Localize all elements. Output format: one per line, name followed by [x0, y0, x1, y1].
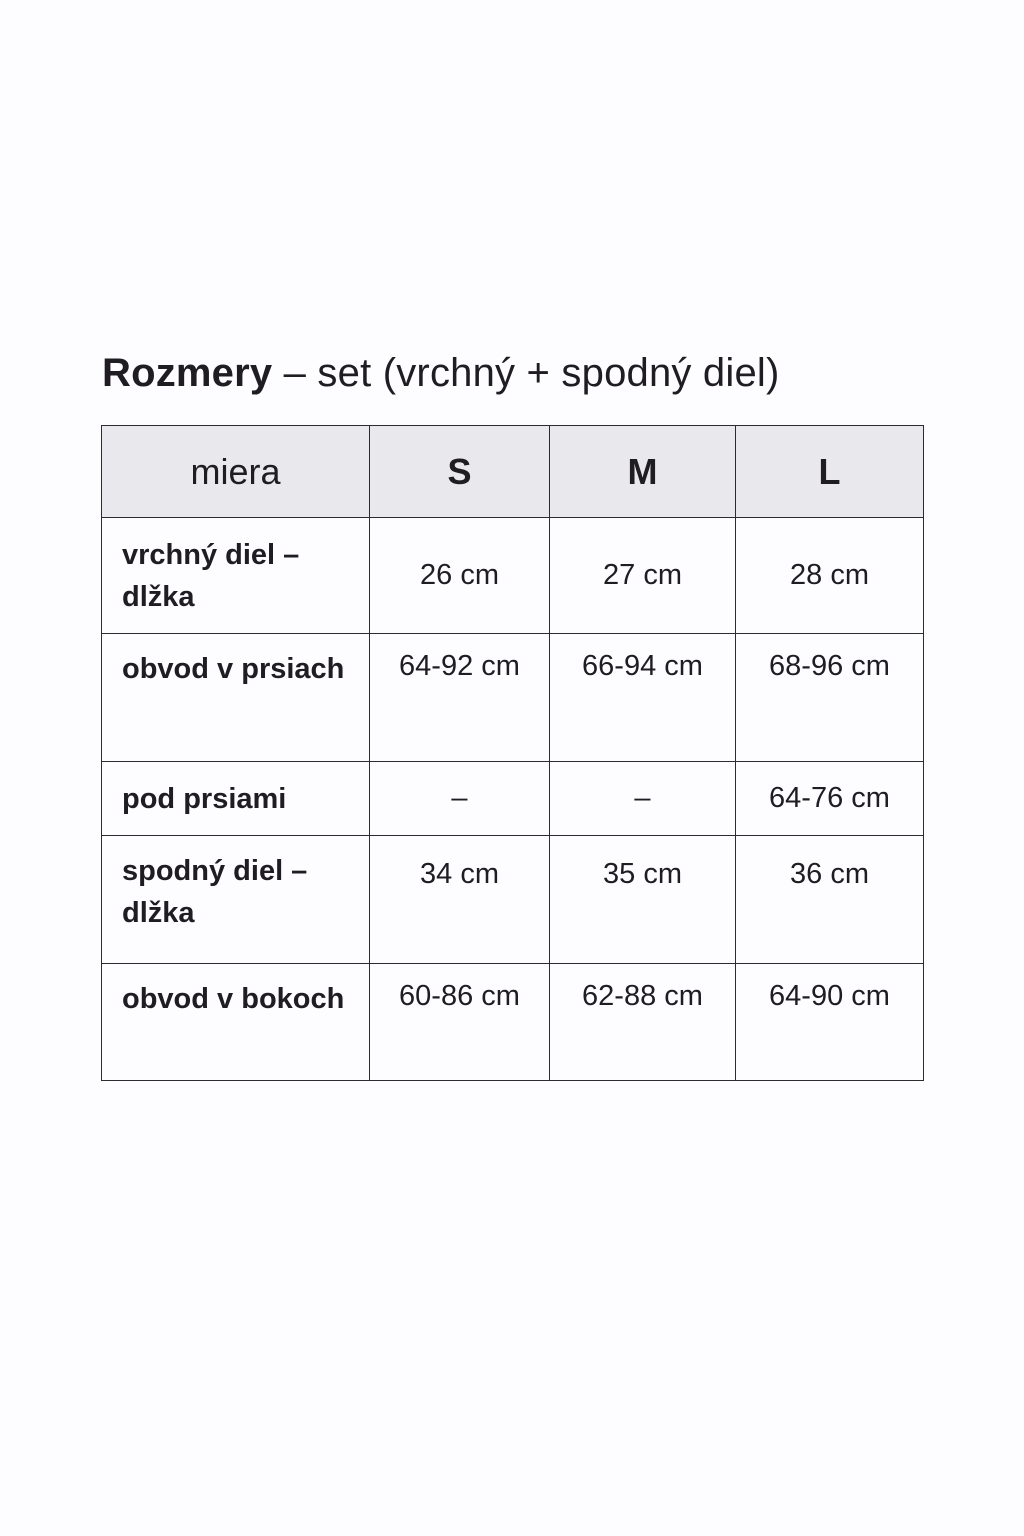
table-header-row [102, 426, 924, 518]
cell-l: 28 cm [736, 518, 924, 634]
header-size-m: M [550, 426, 736, 518]
cell-s: – [370, 762, 550, 836]
row-label: obvod v prsiach [102, 634, 370, 762]
title-rest: – set (vrchný + spodný diel) [272, 351, 780, 395]
cell-s: 34 cm [370, 836, 550, 964]
cell-l: 68-96 cm [736, 634, 924, 762]
row-label: obvod v bokoch [102, 964, 370, 1081]
cell-l: 36 cm [736, 836, 924, 964]
row-label: vrchný diel – dlžka [102, 518, 370, 634]
cell-s: 64-92 cm [370, 634, 550, 762]
table-row [102, 762, 924, 836]
table-row [102, 634, 924, 762]
cell-l: 64-90 cm [736, 964, 924, 1081]
header-size-l: L [736, 426, 924, 518]
cell-m: 62-88 cm [550, 964, 736, 1081]
table-row [102, 964, 924, 1081]
cell-m: 27 cm [550, 518, 736, 634]
cell-m: 66-94 cm [550, 634, 736, 762]
table-row [102, 836, 924, 964]
row-label: pod prsiami [102, 762, 370, 836]
header-size-s: S [370, 426, 550, 518]
title-bold: Rozmery [102, 351, 273, 395]
cell-s: 26 cm [370, 518, 550, 634]
header-miera: miera [102, 426, 370, 518]
cell-l: 64-76 cm [736, 762, 924, 836]
page-title [102, 345, 780, 401]
cell-m: – [550, 762, 736, 836]
table-row [102, 518, 924, 634]
cell-s: 60-86 cm [370, 964, 550, 1081]
size-table [101, 425, 924, 1081]
row-label: spodný diel – dlžka [102, 836, 370, 964]
cell-m: 35 cm [550, 836, 736, 964]
